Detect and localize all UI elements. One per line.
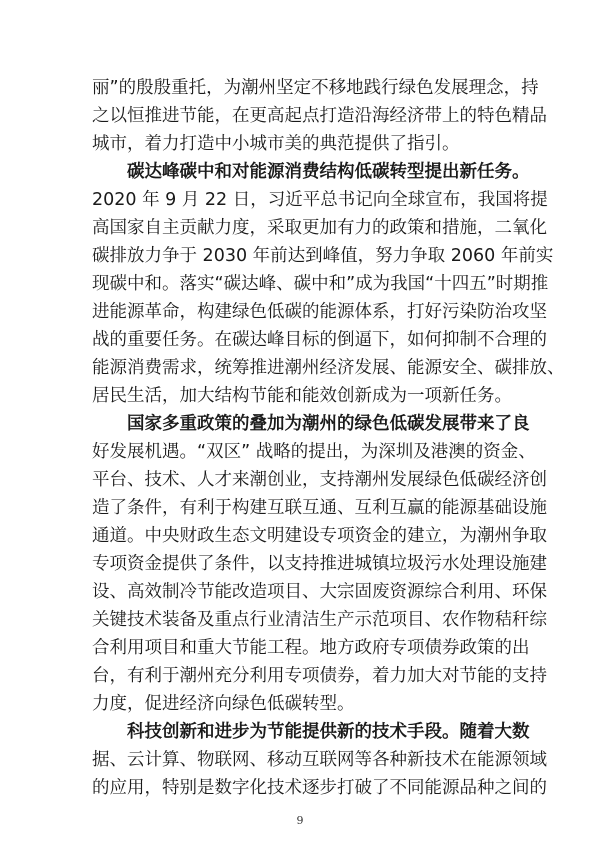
paragraph-line: 之以恒推进节能，在更高起点打造沿海经济带上的特色精品 (92, 106, 547, 126)
paragraph-line: 设、高效制冷节能改造项目、大宗固废资源综合利用、环保 (92, 582, 547, 602)
paragraph-line: 高国家自主贡献力度，采取更加有力的政策和措施，二氧化 (92, 218, 547, 238)
paragraph-line: 居民生活，加大结构节能和能效创新成为一项新任务。 (92, 386, 512, 406)
paragraph-line: 进能源革命，构建绿色低碳的能源体系，打好污染防治攻坚 (92, 302, 547, 322)
paragraph-heading-line: 科技创新和进步为节能提供新的技术手段。随着大数 (127, 722, 530, 742)
paragraph-line: 造了条件，有利于构建互联互通、互利互赢的能源基础设施 (92, 498, 547, 518)
paragraph-line: 的应用，特别是数字化技术逐步打破了不同能源品种之间的 (92, 778, 547, 798)
paragraph-line: 好发展机遇。“双区” 战略的提出，为深圳及港澳的资金、 (92, 442, 536, 462)
paragraph-line: 专项资金提供了条件，以支持推进城镇垃圾污水处理设施建 (92, 554, 547, 574)
paragraph-heading-line: 国家多重政策的叠加为潮州的绿色低碳发展带来了良 (127, 414, 530, 434)
paragraph-line: 通道。中央财政生态文明建设专项资金的建立，为潮州争取 (92, 526, 547, 546)
paragraph-line: 关键技术装备及重点行业清洁生产示范项目、农作物秸秆综 (92, 610, 547, 630)
page-number: 9 (296, 814, 304, 827)
paragraph-line: 平台、技术、人才来潮创业，支持潮州发展绿色低碳经济创 (92, 470, 547, 490)
paragraph-line: 力度，促进经济向绿色低碳转型。 (92, 694, 355, 714)
paragraph-line: 据、云计算、物联网、移动互联网等各种新技术在能源领域 (92, 750, 547, 770)
paragraph-heading-line: 碳达峰碳中和对能源消费结构低碳转型提出新任务。 (127, 162, 530, 182)
paragraph-line: 2020 年 9 月 22 日，习近平总书记向全球宣布，我国将提 (92, 190, 548, 210)
paragraph-line: 碳排放力争于 2030 年前达到峰值，努力争取 2060 年前实 (92, 246, 554, 266)
paragraph-line: 能源消费需求，统筹推进潮州经济发展、能源安全、碳排放、 (92, 358, 565, 378)
paragraph-line: 战的重要任务。在碳达峰目标的倒逼下，如何抑制不合理的 (92, 330, 547, 350)
paragraph-line: 城市，着力打造中小城市美的典范提供了指引。 (92, 134, 460, 154)
paragraph-line: 现碳中和。落实“碳达峰、碳中和”成为我国“十四五”时期推 (92, 274, 549, 294)
paragraph-line: 台，有利于潮州充分利用专项债券，着力加大对节能的支持 (92, 666, 547, 686)
paragraph-line: 合利用项目和重大节能工程。地方政府专项债券政策的出 (92, 638, 530, 658)
paragraph-line: 丽”的殷殷重托，为潮州坚定不移地践行绿色发展理念，持 (92, 78, 539, 98)
